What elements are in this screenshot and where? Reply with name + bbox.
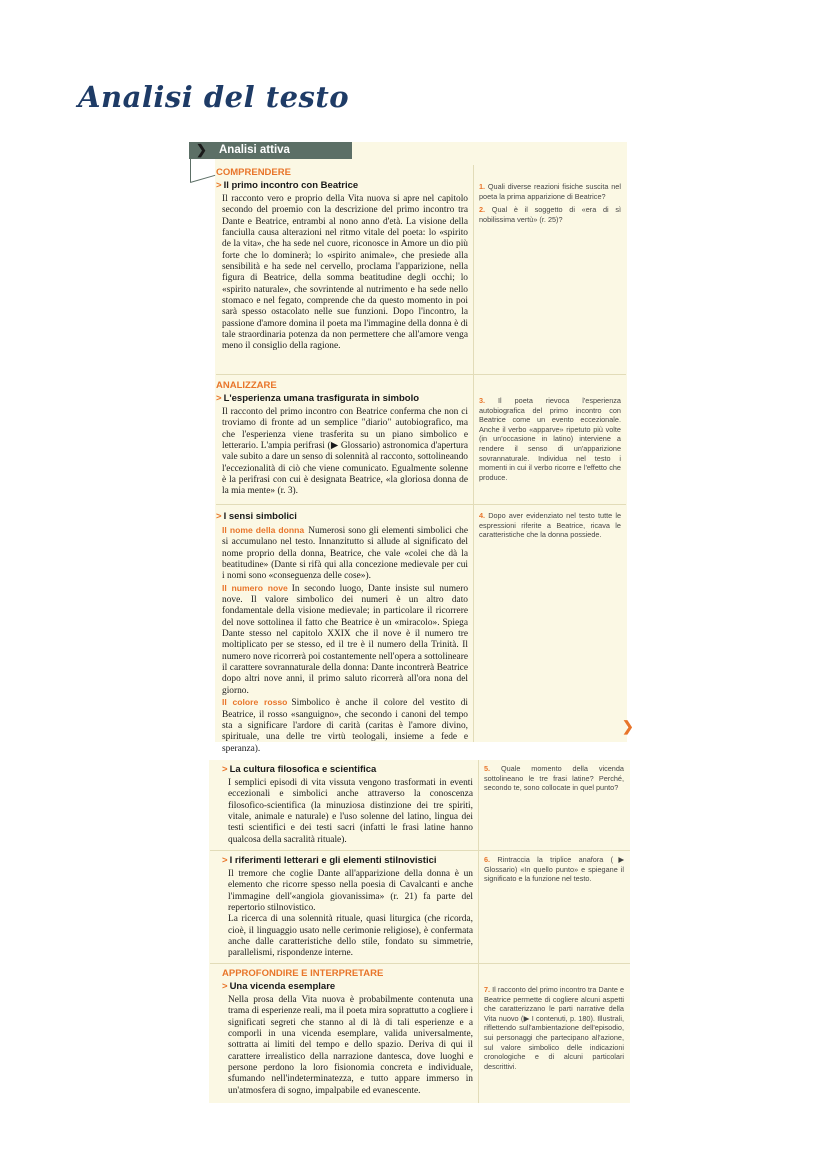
body-text: Il racconto del primo incontro con Beatrice conferma che non ci troviamo di fronte ad un semplice "diario" autobiografico, ma che l'esperienza viene trasferita su un piano simbolico e letterario. L'ampia perifrasi (▶ Glossario) astronomica d'apertura vale subito a dare un senso di solennità al racconto, sottolineando l'eccezionalità di ciò che viene comunicato. Egualmente solenne è la perifrasi con cui è designata Beatrice, «la gloriosa donna de la mia mente» (r. 3). bbox=[222, 407, 468, 497]
subsection-title: > Una vicenda esemplare bbox=[222, 981, 336, 992]
analizzare-section bbox=[216, 380, 468, 498]
cultura-section bbox=[222, 764, 473, 846]
question-5: 5. Quale momento della vicenda sottolineano le tre frasi latine? Perché, secondo te, sono collocate in quel punto? bbox=[484, 764, 624, 793]
questions-column-divider bbox=[478, 760, 479, 1103]
section-divider bbox=[210, 963, 630, 964]
arrow-icon: > bbox=[216, 180, 222, 191]
body-text: Il tremore che coglie Dante all'apparizione della donna è un elemento che ricorre spesso nella poesia di Cavalcanti e anche l'immagine dell'«angiola giovanissima» (r. 21) fa parte del repertorio stilnovistico. bbox=[228, 869, 473, 914]
question-4: 4. Dopo aver evidenziato nel testo tutte le espressioni riferite a Beatrice, ricava le caratteristiche che la donna possiede. bbox=[479, 511, 622, 540]
comprendere-questions bbox=[479, 182, 621, 228]
inline-label: Il numero nove bbox=[222, 582, 288, 593]
arrow-icon: > bbox=[222, 855, 228, 866]
subsection-title: > I riferimenti letterari e gli elementi stilnovistici bbox=[222, 855, 437, 866]
chevron-right-icon: ❯ bbox=[622, 718, 634, 734]
approfondire-questions bbox=[484, 985, 624, 1075]
body-text: Il racconto vero e proprio della Vita nuova si apre nel capitolo secondo del proemio con la descrizione del primo incontro tra Dante e Beatrice, entrambi al nono anno d'età. La visione della fanciulla causa alterazioni nel ritmo vitale del poeta: lo «spirito de la vita», che ha sede nel cuore, riconosce in Amore un dio più forte che lo dominerà; lo «spirito animale», che presiede alla sensibilità e ha sede nel cervello, proclama l'apparizione, nella figura di Beatrice, della somma beatitudine degli occhi; lo «spirito naturale», che sovrintende al nutrimento e ha sede nello stomaco e nel fegato, comprende che da questo momento in poi sarà spesso ostacolato nelle sue funzioni. Dopo l'incontro, la passione d'amore domina il poeta ma l'immagine della donna è di tale straordinaria potenza da non permettere che all'amore venga meno il consiglio della ragione. bbox=[222, 194, 468, 352]
body-text: Il numero nove In secondo luogo, Dante insiste sul numero nove. Il valore simbolico dei numeri è un altro dato fondamentale della visione medievale; in particolare il ricorrere del nove sottolinea il fatto che Beatrice è un «miracolo». Spiega Dante stesso nel capitolo XXIX che il nove è il numero tre moltiplicato per se stesso, ed il tre è il numero della Trinità. Il numero nove ricorrerà poi costantemente nell'opera a sottolineare il carattere sovrannaturale della donna: Dante incontrerà Beatrice dopo altri nove anni, il primo saluto ricorrerà all'ora nona del giorno. bbox=[222, 582, 469, 696]
analizzare-questions bbox=[479, 396, 621, 486]
question-2: 2. Qual è il soggetto di «era di sì nobilissima vertù» (r. 25)? bbox=[479, 205, 621, 224]
section-divider bbox=[216, 374, 626, 375]
riferimenti-questions bbox=[484, 855, 624, 888]
section-label-approfondire: APPROFONDIRE E INTERPRETARE bbox=[222, 968, 384, 979]
sensi-questions bbox=[479, 511, 621, 544]
section-divider bbox=[210, 850, 630, 851]
inline-label: Il colore rosso bbox=[222, 697, 288, 708]
question-7: 7. Il racconto del primo incontro tra Dante e Beatrice permette di cogliere alcuni aspetti che caratterizzano le parti narrative della Vita nuovo (▶ I contenuti, p. 180). Illustrali, riflettendo sull'ambientazione dell'episodio, sui personaggi che partecipano all'azione, sul valore simbolico delle indicazioni cronologiche e di alcuni particolari descrittivi. bbox=[484, 985, 624, 1071]
question-1: 1. Quali diverse reazioni fisiche suscita nel poeta la prima apparizione di Beatrice? bbox=[479, 182, 621, 201]
question-6: 6. Rintraccia la triplice anafora (▶ Glossario) «In quello punto» e spiegane il significato e la funzione nel testo. bbox=[484, 855, 624, 884]
body-text: I semplici episodi di vita vissuta vengono trasformati in eventi eccezionali e simbolici anche attraverso la conoscenza filosofico-scientifica (la minuziosa distinzione dei tre spiriti, vitale, animale e naturale) e l'uso solenne del latino, lingua dei testi scientifici e dei testi sacri (infatti le frasi latine hanno qualcosa della sacralità rituale). bbox=[228, 778, 473, 845]
subsection-title: > L'esperienza umana trasfigurata in simbolo bbox=[216, 393, 420, 404]
body-text: Il colore rosso Simbolico è anche il colore del vestito di Beatrice, il rosso «sanguigno», che secondo i canoni del tempo sta a significare l'ardore di carità (caritas è l'amore divino, spirituale, una delle tre virtù teologali, insieme a fede e speranza). bbox=[222, 697, 468, 754]
section-label-analizzare: ANALIZZARE bbox=[216, 380, 277, 391]
riferimenti-section bbox=[222, 855, 473, 960]
section-label-comprendere: COMPRENDERE bbox=[216, 167, 291, 178]
page-title: Analisi del testo bbox=[78, 80, 350, 114]
subsection-title: > I sensi simbolici bbox=[216, 511, 297, 522]
body-text: La ricerca di una solennità rituale, quasi liturgica (che ricorda, cioè, il linguaggio usato nelle cerimonie religiose), è confermata anche dalle caratteristiche dello stile, fondato su simmetrie, parallelismi, rispondenze interne. bbox=[228, 914, 473, 959]
comprendere-section bbox=[216, 167, 468, 353]
questions-column-divider bbox=[473, 165, 474, 742]
tab-bracket-diagonal bbox=[190, 175, 215, 183]
arrow-icon: > bbox=[222, 981, 228, 992]
body-text: Il nome della donna Numerosi sono gli elementi simbolici che si accumulano nel testo. Innanzitutto si allude al significato del nome proprio della donna, Beatrice, che vale «colei che dà la beatitudine» (Dante si rifà qui alla concezione medievale per cui i nomi sono «conseguenza delle cose»). bbox=[222, 525, 469, 582]
inline-label: Il nome della donna bbox=[222, 525, 305, 535]
approfondire-section bbox=[222, 968, 473, 1097]
section-divider bbox=[216, 504, 626, 505]
question-3: 3. Il poeta rievoca l'esperienza autobiografica del primo incontro con Beatrice come un evento eccezionale. Anche il verbo «apparve» ripetuto più volte (in un'occasione in latino) interviene a rendere il senso di un'apparizione sovrannaturale. Individua nel testo i momenti in cui il verbo ricorre e l'effetto che produce. bbox=[479, 396, 621, 482]
subsection-title: > La cultura filosofica e scientifica bbox=[222, 764, 377, 775]
subsection-title: > Il primo incontro con Beatrice bbox=[216, 180, 359, 191]
chevron-right-icon: ❯ bbox=[196, 142, 207, 157]
analisi-attiva-tab: Analisi attiva bbox=[189, 142, 352, 159]
sensi-section bbox=[216, 511, 468, 755]
arrow-icon: > bbox=[216, 511, 222, 522]
arrow-icon: > bbox=[222, 764, 228, 775]
cultura-questions bbox=[484, 764, 624, 797]
arrow-icon: > bbox=[216, 393, 222, 404]
body-text: Nella prosa della Vita nuova è probabilmente contenuta una trama di esperienze reali, ma il poeta mira soprattutto a cogliere i significati segreti che stanno al di là di tali esperienze e a comporli in una vicenda esemplare, valida universalmente, sottratta ai limiti del tempo e dello spazio. Deriva di qui il carattere irrealistico della narrazione dantesca, dove luoghi e persone perdono la loro fisionomia concreta e individuale, sfumando nell'indeterminatezza, e tutto appare immerso in un'atmosfera di sogno, impalpabile ed evanescente. bbox=[228, 995, 473, 1096]
